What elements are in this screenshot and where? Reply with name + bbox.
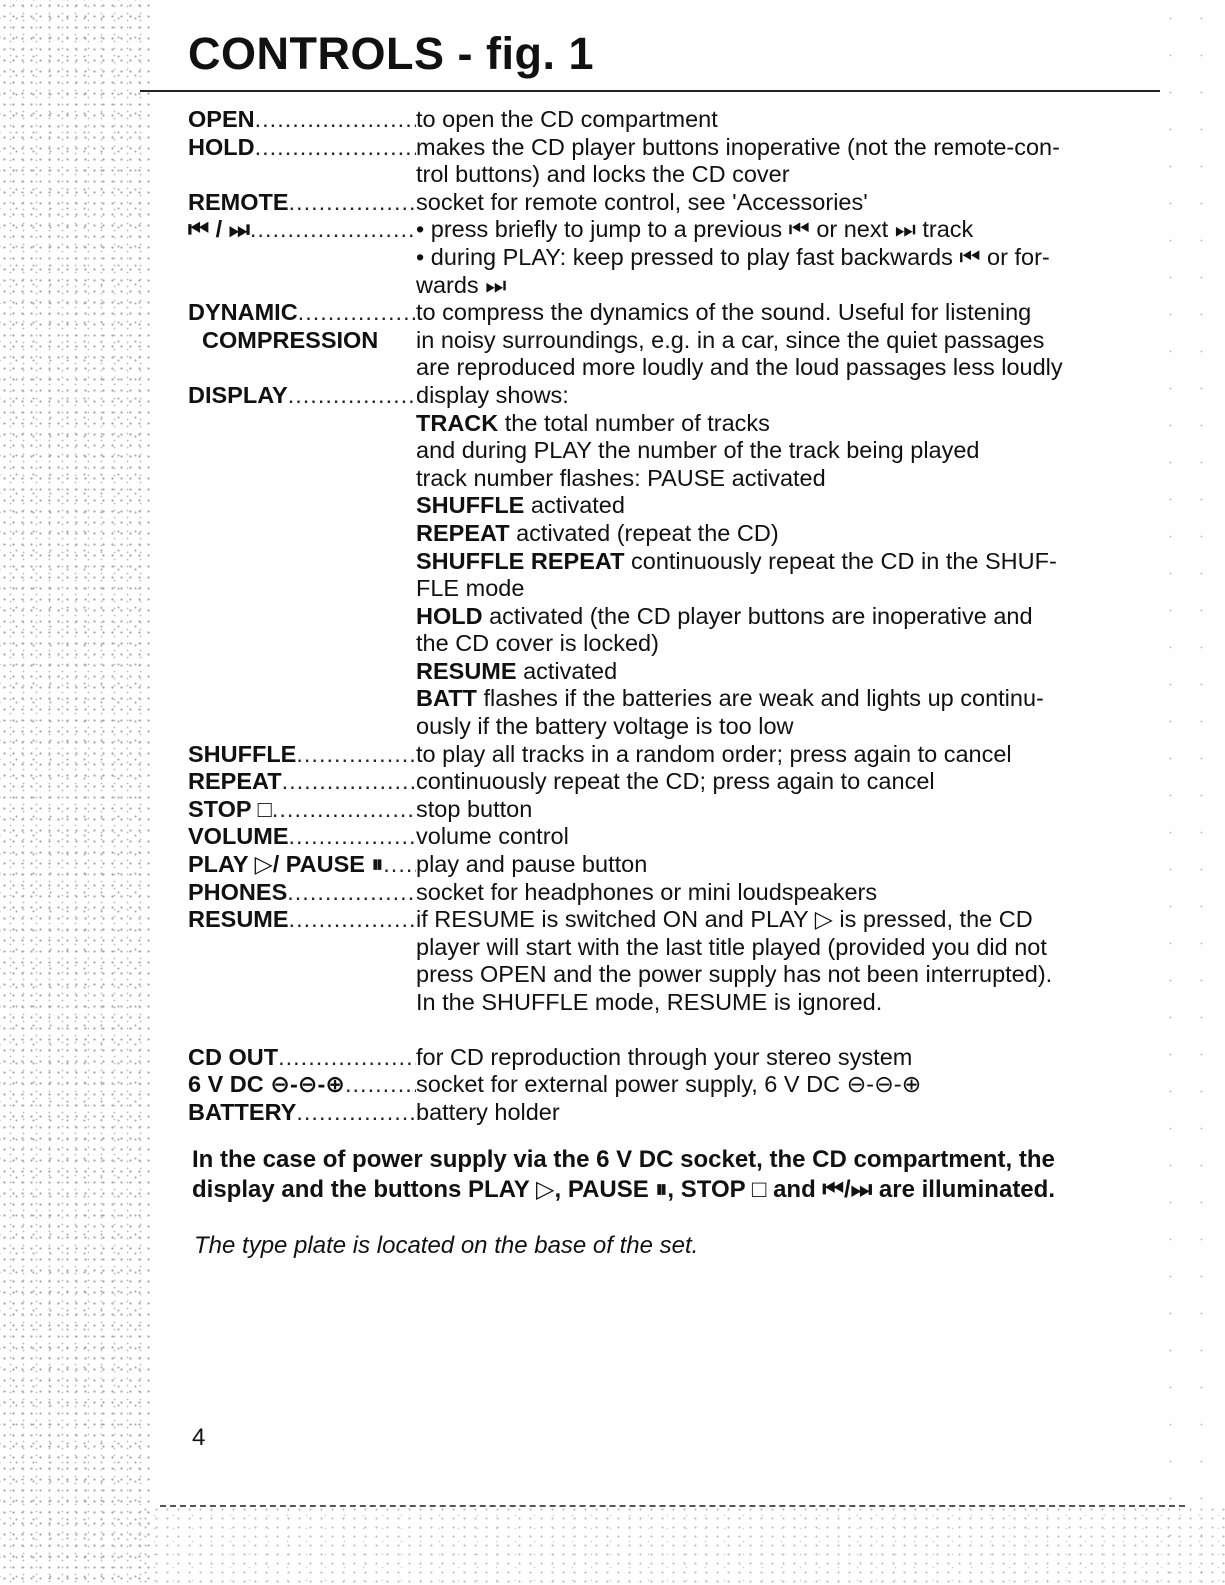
term-play-pause: PLAY ▷/ PAUSE ⏸ (188, 851, 384, 878)
desc-open: to open the CD compartment (416, 106, 718, 132)
entry-battery (188, 1099, 1123, 1127)
desc-volume: volume control (416, 823, 569, 850)
type-plate-note: The type plate is located on the base of the set. (194, 1232, 699, 1259)
display-item: ously if the battery voltage is too low (416, 713, 794, 740)
term-compression: COMPRESSION (202, 326, 379, 353)
desc-compression-2: are reproduced more loudly and the loud passages less loudly (416, 354, 1063, 381)
entry-phones (188, 879, 1123, 907)
desc-resume-2: player will start with the last title played (provided you did not (416, 933, 1047, 960)
entry-cd-out (188, 1044, 1123, 1072)
entry-stop (188, 796, 1123, 824)
desc-skip-2: • during PLAY: keep pressed to play fast backwards ⏮ or for- (416, 243, 1050, 270)
desc-hold-1: makes the CD player buttons inoperative (not the remote-con- (416, 133, 1060, 160)
display-item: track number flashes: PAUSE activated (416, 464, 826, 491)
term-6v-dc: 6 V DC ⊖-⊖-⊕ (188, 1071, 345, 1098)
bottom-rule (160, 1505, 1185, 1507)
entry-volume (188, 823, 1123, 851)
display-item: SHUFFLE REPEAT continuously repeat the CD in the SHUF- (416, 547, 1057, 574)
desc-compression-1: in noisy surroundings, e.g. in a car, since the quiet passages (416, 326, 1045, 353)
desc-dynamic: to compress the dynamics of the sound. Useful for listening (416, 299, 1032, 326)
display-item: and during PLAY the number of the track being played (416, 437, 980, 464)
scan-speckle-bottom (140, 1505, 1225, 1585)
entry-display (188, 382, 1123, 741)
entry-skip (188, 216, 1123, 299)
term-hold: HOLD (188, 133, 255, 160)
desc-stop: stop button (416, 795, 533, 822)
entry-play-pause (188, 851, 1123, 879)
desc-resume-1: if RESUME is switched ON and PLAY ▷ is pressed, the CD (416, 906, 1033, 933)
desc-shuffle: to play all tracks in a random order; press again to cancel (416, 740, 1012, 767)
desc-hold-2: trol buttons) and locks the CD cover (416, 161, 790, 188)
term-remote: REMOTE (188, 188, 289, 215)
entry-resume (188, 906, 1123, 1016)
display-item: FLE mode (416, 575, 525, 602)
desc-skip-1: • press briefly to jump to a previous ⏮ or next ⏭ track (416, 216, 974, 243)
term-cd-out: CD OUT (188, 1043, 279, 1070)
controls-list (188, 106, 1123, 1126)
desc-play-pause: play and pause button (416, 851, 648, 878)
desc-cd-out: for CD reproduction through your stereo system (416, 1043, 913, 1070)
desc-battery: battery holder (416, 1098, 560, 1125)
desc-resume-4: In the SHUFFLE mode, RESUME is ignored. (416, 989, 883, 1015)
page-number: 4 (192, 1424, 206, 1451)
display-item: RESUME activated (416, 657, 618, 684)
term-open: OPEN (188, 106, 255, 132)
illumination-note: In the case of power supply via the 6 V DC socket, the CD compartment, the display and the buttons PLAY ▷, PAUSE ⏸, STOP □ and ⏮/⏭ are illuminated. (192, 1146, 1055, 1203)
term-dynamic: DYNAMIC (188, 299, 298, 326)
term-volume: VOLUME (188, 823, 289, 850)
title-rule (140, 90, 1160, 92)
page-title: CONTROLS - fig. 1 (188, 28, 594, 79)
display-item: the CD cover is locked) (416, 630, 659, 657)
term-stop: STOP □ (188, 795, 272, 822)
desc-repeat: continuously repeat the CD; press again to cancel (416, 768, 935, 795)
scan-speckle-left (0, 0, 150, 1585)
display-item: SHUFFLE activated (416, 492, 625, 519)
entry-repeat (188, 768, 1123, 796)
term-display: DISPLAY (188, 381, 288, 408)
term-shuffle: SHUFFLE (188, 740, 297, 767)
term-phones: PHONES (188, 878, 288, 905)
desc-remote: socket for remote control, see 'Accessories' (416, 188, 868, 215)
term-skip: ⏮ / ⏭ (188, 216, 250, 243)
desc-phones: socket for headphones or mini loudspeakers (416, 878, 878, 905)
display-item: BATT flashes if the batteries are weak and lights up continu- (416, 685, 1044, 712)
entry-6v-dc (188, 1071, 1123, 1099)
term-resume: RESUME (188, 906, 289, 933)
desc-resume-3: press OPEN and the power supply has not been interrupted). (416, 961, 1053, 988)
desc-6v-dc: socket for external power supply, 6 V DC ⊖-⊖-⊕ (416, 1071, 922, 1098)
scan-speckle-right (1155, 0, 1225, 1585)
entry-open (188, 106, 1123, 134)
display-item: REPEAT activated (repeat the CD) (416, 519, 779, 546)
term-battery: BATTERY (188, 1098, 297, 1125)
section-gap (188, 1017, 1123, 1044)
display-item: TRACK the total number of tracks (416, 409, 770, 436)
entry-dynamic (188, 299, 1123, 327)
desc-skip-3: wards ⏭ (416, 271, 507, 298)
entry-shuffle (188, 741, 1123, 769)
entry-compression (188, 327, 1123, 382)
entry-hold (188, 134, 1123, 189)
desc-display-intro: display shows: (416, 381, 569, 408)
entry-remote (188, 189, 1123, 217)
term-repeat: REPEAT (188, 768, 282, 795)
display-item: HOLD activated (the CD player buttons are inoperative and (416, 602, 1033, 629)
